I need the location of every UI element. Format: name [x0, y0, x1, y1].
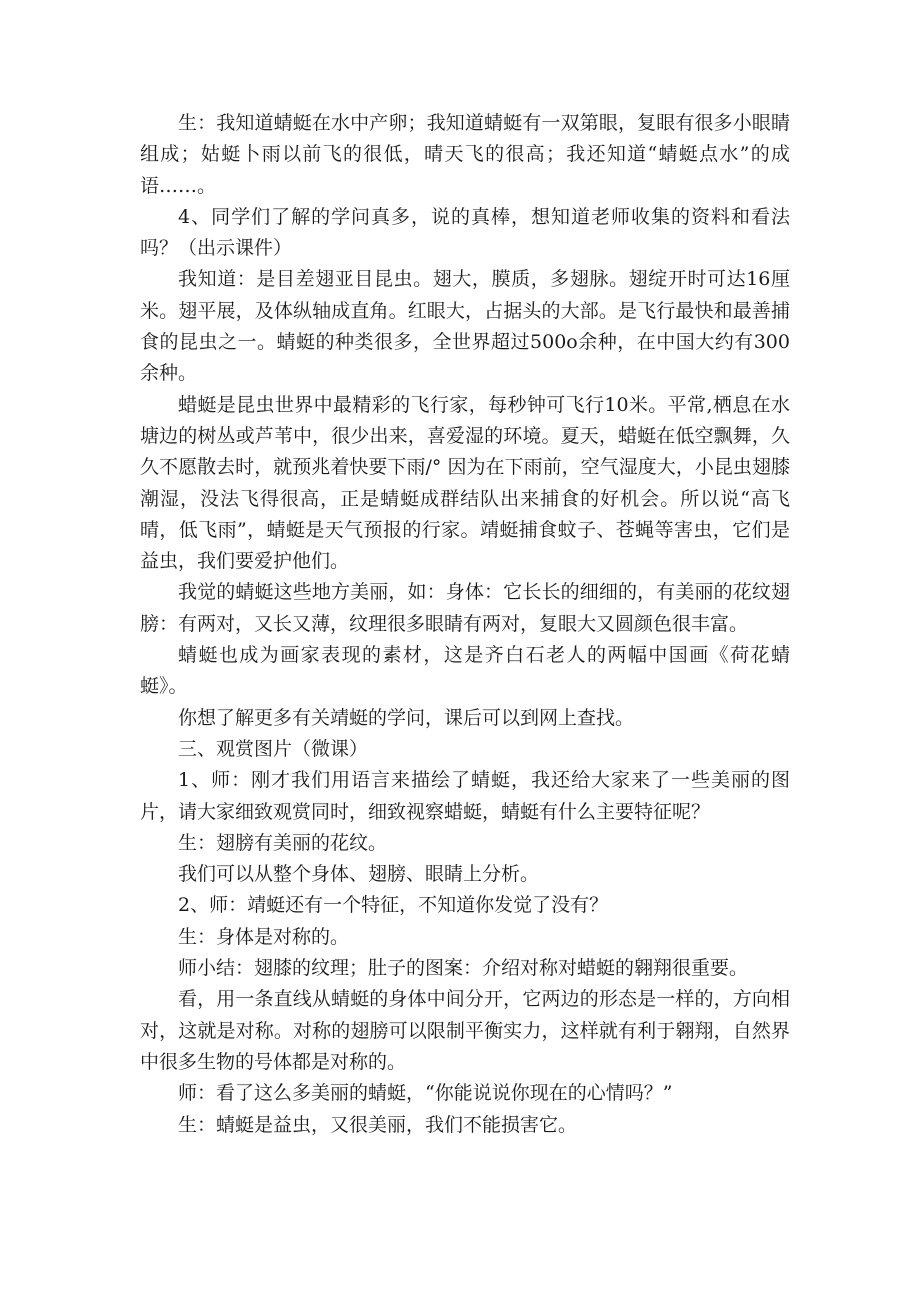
paragraph-teacher-observe-pictures: 1、师：刚才我们用语言来描绘了蜻蜓，我还给大家来了一些美丽的图片，请大家细致观赏同时，细致视察蜡蜓，蜻蜓有什么主要特征呢？ [140, 769, 790, 823]
paragraph-dragonfly-flight-weather: 蜡蜓是昆虫世界中最精彩的飞行家，每秒钟可飞行10米。平常,栖息在水塘边的树丛或芦苇中，很少出来，喜爱湿的环境。夏天，蜡蜓在低空飘舞，久久不愿散去时，就预兆着快要下雨/° 因为在下雨前，空气湿度大，小昆虫翅膝潮湿，没法飞得很高，正是蜻蜓成群结队出来捕食的好机会。所以说“高飞晴，低飞雨”，蜻蜓是天气预报的行家。靖蜓捕食蚊子、苍蝇等害虫，它们是益虫，我们要爱护他们。 [140, 393, 790, 573]
document-page [140, 108, 790, 1141]
paragraph-analysis-hint: 我们可以从整个身体、翅膀、眼睛上分析。 [178, 863, 540, 886]
paragraph-student-symmetry: 生：身体是对称的。 [178, 925, 350, 948]
paragraph-teacher-summary: 师小结：翅膝的纹理；肚子的图案：介绍对称对蜡蜓的翱翔很重要。 [178, 957, 749, 980]
paragraph-teacher-another-feature: 2、师：靖蜓还有一个特征，不知道你发觉了没有？ [178, 894, 609, 917]
paragraph-dragonfly-beauty: 我觉的蜻蜓这些地方美丽，如：身体：它长长的细细的，有美丽的花纹翅膀：有两对，又长又薄，纹理很多眼睛有两对，复眼大又圆颜色很丰富。 [140, 581, 790, 635]
paragraph-qi-baishi-paintings: 蜻蜓也成为画家表现的素材，这是齐白石老人的两幅中国画《荷花蜻蜓》。 [140, 644, 790, 698]
paragraph-student-conclusion: 生：蜻蜓是益虫，又很美丽，我们不能损害它。 [178, 1113, 578, 1136]
paragraph-student-answer-facts: 生：我知道蜻蜓在水中产卵；我知道蜻蜓有一双第眼，复眼有很多小眼睛组成；姑蜓卜雨以前飞的很低，晴天飞的很高；我还知道“蜻蜓点水”的成语……。 [140, 112, 790, 197]
paragraph-learn-more-online: 你想了解更多有关靖蜓的学问，课后可以到网上查找。 [178, 706, 635, 729]
paragraph-dragonfly-biology: 我知道：是目差翅亚目昆虫。翅大，膜质，多翅脉。翅绽开时可达16厘米。翅平展，及体纵轴成直角。红眼大，占据头的大部。是飞行最快和最善捕食的昆虫之一。蜻蜓的种类很多，全世界超过500o余种，在中国大约有300余种。 [140, 268, 790, 385]
section-heading-view-pictures: 三、观赏图片（微课） [178, 737, 369, 760]
paragraph-student-wing-pattern: 生：翅膀有美丽的花纹。 [178, 831, 388, 854]
paragraph-teacher-question-resources: 4、同学们了解的学问真多，说的真棒，想知道老师收集的资料和看法吗？（出示课件） [140, 205, 790, 260]
paragraph-teacher-feelings-question: 师：看了这么多美丽的蜻蜓，“你能说说你现在的心情吗？” [178, 1082, 673, 1105]
paragraph-symmetry-explanation: 看，用一条直线从蜻蜓的身体中间分开，它两边的形态是一样的，方向相对，这就是对称。对称的翅膀可以限制平衡实力，这样就有利于翱翔，自然界中很多生物的号体都是对称的。 [140, 988, 790, 1073]
